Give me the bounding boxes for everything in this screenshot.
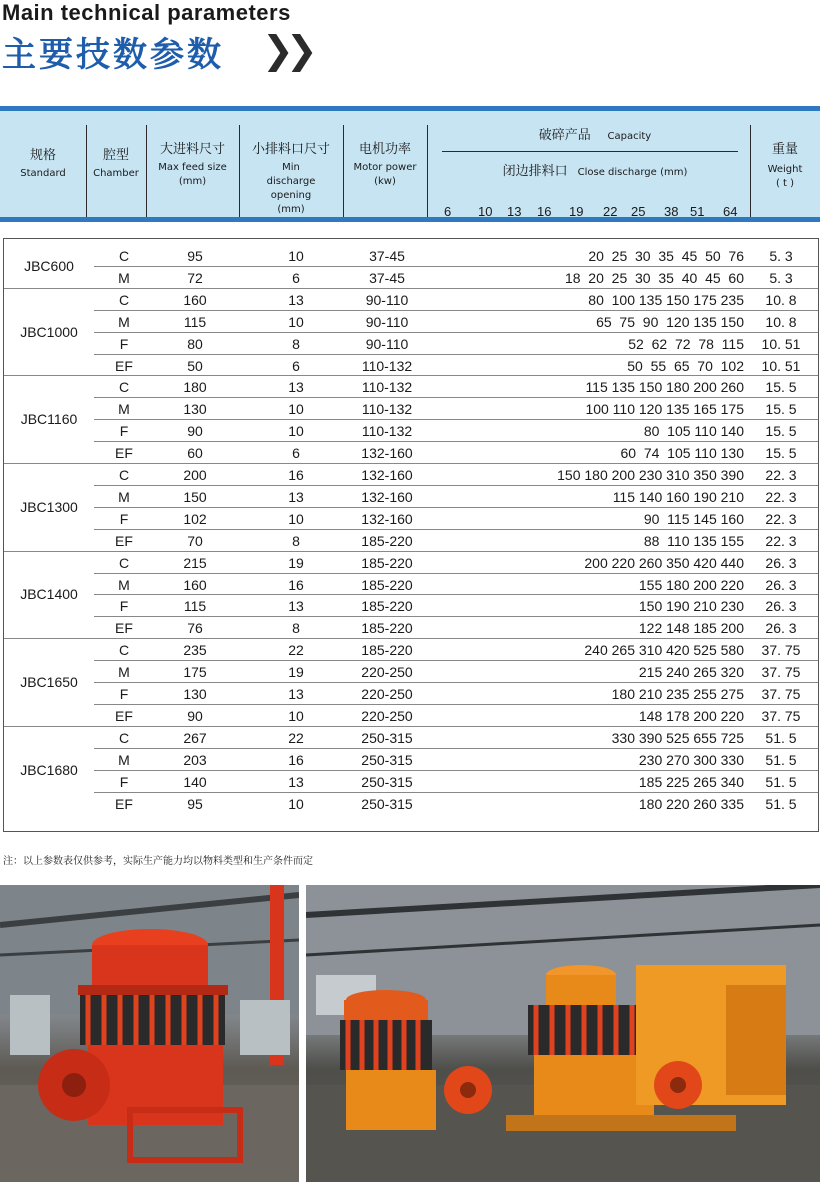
motor-power-cell: 185-220	[361, 576, 413, 593]
capacity-cell: 80 100 135 150 175 235	[588, 291, 744, 308]
table-row	[4, 705, 818, 727]
table-row	[4, 508, 818, 530]
motor-power-cell: 110-132	[361, 423, 413, 440]
discharge-cell: 13	[288, 773, 304, 790]
chamber-cell: EF	[115, 445, 133, 462]
feed-size-cell: 90	[187, 707, 203, 724]
feed-size-cell: 130	[183, 686, 207, 702]
discharge-cell: 13	[288, 488, 304, 505]
discharge-cell: 13	[288, 291, 304, 308]
capacity-cell: 80 105 110 140	[643, 423, 744, 440]
table-row	[4, 574, 818, 596]
size-header: 19	[569, 204, 584, 219]
table-row	[4, 486, 818, 508]
table-row	[4, 661, 818, 683]
feed-size-cell: 95	[187, 795, 203, 812]
model-name: JBC1680	[20, 761, 78, 778]
page-title-en: Main technical parameters	[2, 0, 291, 25]
chamber-cell: C	[118, 554, 130, 571]
discharge-cell: 8	[292, 532, 300, 549]
discharge-cell: 16	[288, 751, 304, 768]
feed-size-cell: 215	[183, 554, 207, 571]
capacity-cell: 148 178 200 220	[638, 707, 744, 724]
weight-cell: 15. 5	[765, 423, 797, 440]
weight-cell: 10. 51	[761, 357, 801, 374]
capacity-cell: 65 75 90 120 135 150	[596, 313, 744, 330]
capacity-cell: 155 180 200 220	[638, 576, 744, 593]
motor-power-cell: 110-132	[361, 379, 413, 396]
feed-size-cell: 95	[187, 248, 203, 264]
feed-size-cell: 76	[187, 620, 203, 637]
weight-cell: 26. 3	[765, 576, 797, 593]
discharge-cell: 13	[288, 686, 304, 702]
motor-power-cell: 220-250	[361, 664, 413, 681]
weight-cell: 15. 5	[765, 401, 797, 418]
capacity-cell: 150 190 210 230	[638, 598, 744, 615]
header-chamber: 腔型 Chamber	[93, 148, 139, 179]
chamber-cell: M	[118, 488, 130, 505]
table-row	[4, 639, 818, 661]
size-header: 64	[723, 204, 738, 219]
discharge-cell: 19	[288, 664, 304, 681]
weight-cell: 51. 5	[765, 751, 797, 768]
motor-power-cell: 132-160	[361, 445, 413, 462]
model-name: JBC600	[24, 257, 74, 274]
discharge-cell: 6	[292, 269, 300, 286]
model-name: JBC1000	[20, 323, 78, 340]
weight-cell: 26. 3	[765, 620, 797, 637]
motor-power-cell: 220-250	[361, 686, 413, 702]
feed-size-cell: 160	[183, 291, 207, 308]
feed-size-cell: 200	[183, 467, 207, 483]
capacity-cell: 20 25 30 35 45 50 76	[588, 248, 744, 264]
motor-power-cell: 90-110	[365, 291, 409, 308]
motor-power-cell: 185-220	[361, 620, 413, 637]
feed-size-cell: 235	[183, 642, 207, 659]
discharge-cell: 10	[288, 423, 304, 440]
table-row	[4, 245, 818, 267]
chamber-cell: F	[119, 335, 129, 352]
capacity-cell: 90 115 145 160	[643, 510, 744, 527]
discharge-cell: 10	[288, 401, 304, 418]
parameters-table	[3, 238, 819, 832]
feed-size-cell: 50	[187, 357, 203, 374]
chamber-cell: F	[119, 423, 129, 440]
table-row	[4, 683, 818, 705]
discharge-cell: 8	[292, 335, 300, 352]
chamber-cell: M	[118, 576, 130, 593]
motor-power-cell: 250-315	[361, 773, 413, 790]
table-row	[4, 355, 818, 377]
capacity-cell: 18 20 25 30 35 40 45 60	[564, 269, 744, 286]
capacity-cell: 52 62 72 78 115	[628, 335, 744, 352]
motor-power-cell: 250-315	[361, 795, 413, 812]
size-header: 6	[444, 204, 452, 219]
feed-size-cell: 130	[183, 401, 207, 418]
feed-size-cell: 267	[183, 729, 207, 746]
header-capacity: 破碎产品 Capacity	[538, 128, 652, 143]
motor-power-cell: 90-110	[365, 313, 409, 330]
discharge-cell: 16	[288, 467, 304, 483]
motor-power-cell: 185-220	[361, 532, 413, 549]
discharge-cell: 22	[288, 729, 304, 746]
chamber-cell: C	[118, 291, 130, 308]
feed-size-cell: 115	[183, 598, 207, 615]
discharge-cell: 10	[288, 707, 304, 724]
size-header: 38	[664, 204, 679, 219]
table-row	[4, 727, 818, 749]
table-row	[4, 267, 818, 289]
weight-cell: 26. 3	[765, 554, 797, 571]
header-motor-power: 电机功率 Motor power (kw)	[353, 142, 417, 187]
weight-cell: 37. 75	[761, 642, 801, 659]
chamber-cell: M	[118, 313, 130, 330]
table-row	[4, 771, 818, 793]
motor-power-cell: 185-220	[361, 554, 413, 571]
table-row	[4, 749, 818, 771]
header-standard: 规格 Standard	[20, 148, 66, 179]
chamber-cell: M	[118, 751, 130, 768]
motor-power-cell: 185-220	[361, 598, 413, 615]
motor-power-cell: 250-315	[361, 729, 413, 746]
feed-size-cell: 90	[187, 423, 203, 440]
table-header	[0, 106, 820, 222]
model-name: JBC1160	[20, 411, 78, 428]
header-weight: 重量 Weight ( t )	[767, 142, 803, 189]
chamber-cell: C	[118, 729, 130, 746]
table-row	[4, 376, 818, 398]
weight-cell: 37. 75	[761, 686, 801, 702]
size-header: 13	[507, 204, 522, 219]
discharge-cell: 10	[288, 313, 304, 330]
chamber-cell: EF	[115, 532, 133, 549]
motor-power-cell: 110-132	[361, 401, 413, 418]
model-name: JBC1300	[20, 498, 78, 515]
table-row	[4, 552, 818, 574]
table-row	[4, 793, 818, 815]
capacity-cell: 180 220 260 335	[638, 795, 744, 812]
chamber-cell: F	[119, 773, 129, 790]
discharge-cell: 10	[288, 795, 304, 812]
discharge-cell: 19	[288, 554, 304, 571]
chamber-cell: C	[118, 248, 130, 264]
chamber-cell: EF	[115, 620, 133, 637]
chamber-cell: M	[118, 401, 130, 418]
feed-size-cell: 72	[187, 269, 203, 286]
motor-power-cell: 132-160	[361, 488, 413, 505]
discharge-cell: 13	[288, 598, 304, 615]
weight-cell: 51. 5	[765, 795, 797, 812]
capacity-cell: 100 110 120 135 165 175	[585, 401, 744, 418]
weight-cell: 22. 3	[765, 467, 797, 483]
chamber-cell: C	[118, 379, 130, 396]
capacity-cell: 185 225 265 340	[638, 773, 744, 790]
table-row	[4, 617, 818, 639]
capacity-cell: 88 110 135 155	[643, 532, 744, 549]
motor-power-cell: 220-250	[361, 707, 413, 724]
model-name: JBC1650	[20, 674, 78, 690]
table-row	[4, 289, 818, 311]
feed-size-cell: 60	[187, 445, 203, 462]
weight-cell: 5. 3	[769, 269, 793, 286]
weight-cell: 15. 5	[765, 445, 797, 462]
motor-power-cell: 90-110	[365, 335, 409, 352]
discharge-cell: 6	[292, 445, 300, 462]
feed-size-cell: 140	[183, 773, 207, 790]
weight-cell: 22. 3	[765, 532, 797, 549]
table-row	[4, 333, 818, 355]
chamber-cell: EF	[115, 707, 133, 724]
motor-power-cell: 37-45	[369, 269, 405, 286]
size-header: 25	[631, 204, 646, 219]
capacity-cell: 200 220 260 350 420 440	[584, 554, 744, 571]
discharge-cell: 16	[288, 576, 304, 593]
table-row	[4, 464, 818, 486]
chamber-cell: C	[118, 467, 130, 483]
chamber-cell: M	[118, 664, 130, 681]
weight-cell: 5. 3	[769, 248, 793, 264]
feed-size-cell: 160	[183, 576, 207, 593]
discharge-cell: 8	[292, 620, 300, 637]
header-feed-size: 大进料尺寸 Max feed size (mm)	[158, 142, 227, 187]
table-row	[4, 530, 818, 552]
size-header: 51	[690, 204, 705, 219]
weight-cell: 10. 8	[765, 291, 797, 308]
motor-power-cell: 132-160	[361, 467, 413, 483]
capacity-cell: 215 240 265 320	[638, 664, 744, 681]
discharge-cell: 6	[292, 357, 300, 374]
feed-size-cell: 150	[183, 488, 207, 505]
chamber-cell: M	[118, 269, 130, 286]
weight-cell: 51. 5	[765, 729, 797, 746]
capacity-cell: 230 270 300 330	[638, 751, 744, 768]
table-row	[4, 595, 818, 617]
size-header: 16	[537, 204, 552, 219]
capacity-cell: 115 135 150 180 200 260	[585, 379, 744, 396]
capacity-cell: 150 180 200 230 310 350 390	[557, 467, 744, 483]
feed-size-cell: 102	[183, 510, 207, 527]
cone-crusher-photo	[0, 885, 299, 1182]
table-row	[4, 442, 818, 464]
feed-size-cell: 175	[183, 664, 207, 681]
weight-cell: 51. 5	[765, 773, 797, 790]
model-name: JBC1400	[20, 586, 78, 603]
footnote: 注：以上参数表仅供参考，实际生产能力均以物料类型和生产条件而定	[3, 856, 313, 867]
feed-size-cell: 115	[183, 313, 207, 330]
discharge-cell: 13	[288, 379, 304, 396]
chamber-cell: F	[119, 686, 129, 702]
capacity-cell: 115 140 160 190 210	[612, 488, 744, 505]
capacity-cell: 180 210 235 255 275	[611, 686, 744, 702]
header-discharge-opening: 小排料口尺寸 Min discharge opening (mm)	[251, 142, 330, 215]
discharge-cell: 10	[288, 510, 304, 527]
weight-cell: 10. 51	[761, 335, 801, 352]
feed-size-cell: 180	[183, 379, 207, 396]
capacity-cell: 50 55 65 70 102	[627, 357, 744, 374]
page-title-cn: 主要技数参数	[2, 35, 224, 75]
motor-power-cell: 110-132	[361, 357, 413, 374]
feed-size-cell: 203	[183, 751, 207, 768]
header-close-discharge: 闭边排料口 Close discharge (mm)	[502, 164, 688, 179]
motor-power-cell: 250-315	[361, 751, 413, 768]
capacity-cell: 330 390 525 655 725	[611, 729, 744, 746]
capacity-cell: 240 265 310 420 525 580	[584, 642, 744, 659]
double-chevron-icon: ❯❯	[262, 28, 310, 72]
motor-power-cell: 132-160	[361, 510, 413, 527]
weight-cell: 37. 75	[761, 707, 801, 724]
chamber-cell: F	[119, 510, 129, 527]
table-row	[4, 398, 818, 420]
chamber-cell: EF	[115, 795, 133, 812]
size-header: 10	[478, 204, 493, 219]
weight-cell: 22. 3	[765, 488, 797, 505]
weight-cell: 15. 5	[765, 379, 797, 396]
motor-power-cell: 185-220	[361, 642, 413, 659]
feed-size-cell: 80	[187, 335, 203, 352]
weight-cell: 22. 3	[765, 510, 797, 527]
weight-cell: 10. 8	[765, 313, 797, 330]
chamber-cell: F	[119, 598, 129, 615]
capacity-cell: 122 148 185 200	[638, 620, 744, 637]
chamber-cell: C	[118, 642, 130, 659]
feed-size-cell: 70	[187, 532, 203, 549]
chamber-cell: EF	[115, 357, 133, 374]
crusher-plant-photo	[306, 885, 820, 1182]
table-row	[4, 311, 818, 333]
size-header: 22	[603, 204, 618, 219]
weight-cell: 37. 75	[761, 664, 801, 681]
capacity-cell: 60 74 105 110 130	[620, 445, 744, 462]
motor-power-cell: 37-45	[369, 248, 405, 264]
discharge-cell: 22	[288, 642, 304, 659]
table-row	[4, 420, 818, 442]
discharge-cell: 10	[288, 248, 304, 264]
weight-cell: 26. 3	[765, 598, 797, 615]
